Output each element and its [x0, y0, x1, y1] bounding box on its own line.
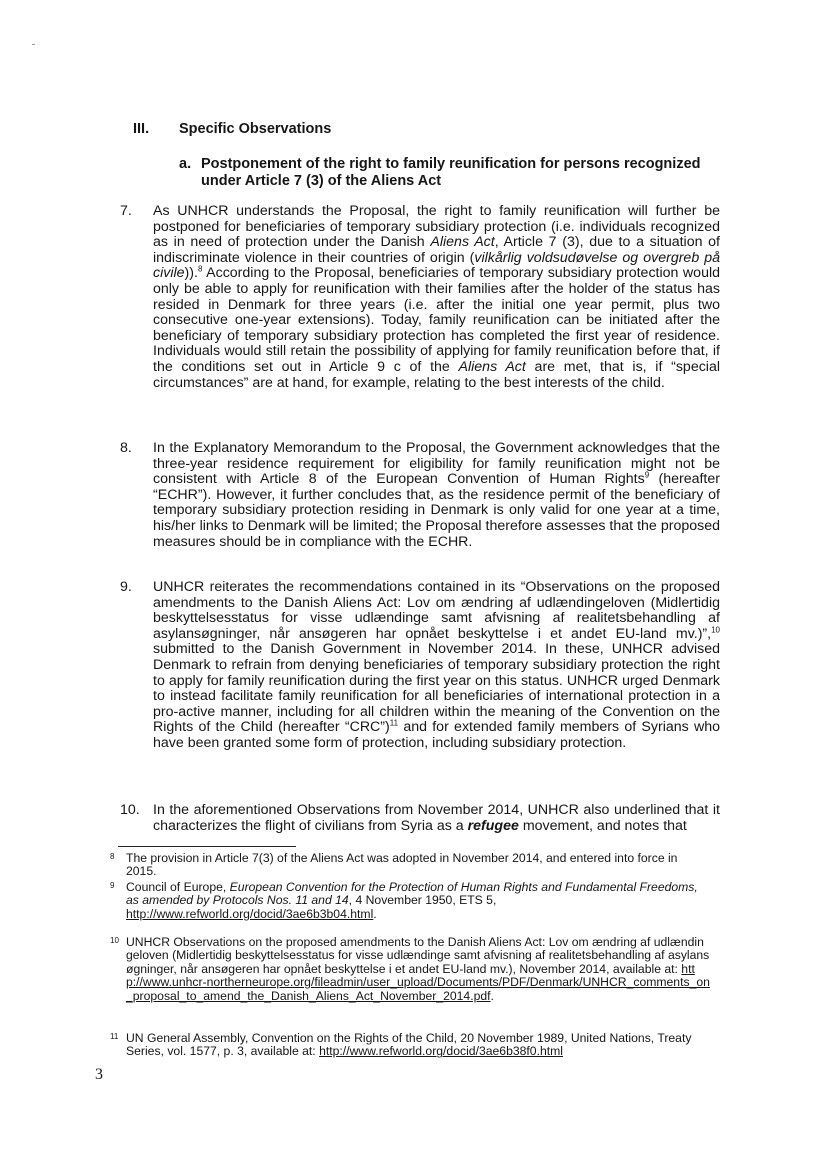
footnote-text: Council of Europe, European Convention for the Protection of Human Rights and Fundamental Freedoms, as amended by Protocols Nos. 11 and 14, 4 November 1950, ETS 5, http://www.refworld.org/docid/3ae6b3b04.html. — [126, 880, 698, 921]
footnote-ref: 8 — [197, 264, 203, 274]
paragraph-text: In the Explanatory Memorandum to the Proposal, the Government acknowledges that the three-year residence requirement for eligibility for family reunification might not be consistent with Article 8 of the European Convention of Human Rights$^9$ (hereafter “ECHR”). However, it further concludes that, as the residence permit of the beneficiary of temporary subsidiary protection residing in Denmark is only valid for one year at a time, his/her links to Denmark will be limited; the Proposal therefore assesses that the proposed measures should be in compliance with the ECHR. — [153, 440, 720, 550]
subsection-title: Postponement of the right to family reunification for persons recognized under Article 7 (3) of the Aliens Act — [201, 156, 701, 189]
footnote-number: 10 — [110, 936, 119, 945]
footnote-ref: 11 — [389, 718, 399, 728]
paragraph-9 — [120, 580, 720, 752]
footnote-ref: 9 — [644, 470, 650, 480]
paragraph-7 — [120, 204, 720, 391]
footnote-8 — [110, 852, 710, 879]
footnote-number: 11 — [110, 1032, 119, 1041]
footnote-ref: 10 — [711, 625, 720, 635]
section-title: Specific Observations — [179, 121, 332, 137]
scan-artifact — [32, 44, 35, 45]
footnote-text: The provision in Article 7(3) of the Aliens Act was adopted in November 2014, and entered into force in 2015. — [126, 851, 678, 879]
paragraph-number: 10. — [120, 802, 140, 818]
footnote-text: UN General Assembly, Convention on the Rights of the Child, 20 November 1989, United Nations, Treaty Series, vol. 1577, p. 3, available at: http://www.refworld.org/docid/3ae6b38f0.html — [126, 1031, 692, 1059]
section-number: III. — [133, 121, 150, 137]
paragraph-10 — [120, 803, 720, 834]
footnote-number: 9 — [110, 881, 115, 890]
subsection-heading — [179, 156, 724, 190]
paragraph-number: 8. — [120, 440, 132, 456]
footnote-link[interactable]: http://www.refworld.org/docid/3ae6b38f0.html — [319, 1044, 563, 1059]
footnote-link[interactable]: http://www.refworld.org/docid/3ae6b3b04.html — [126, 906, 374, 921]
footnote-link[interactable]: http://www.unhcr-northerneurope.org/fileadmin/user_upload/Documents/PDF/Denmark/UNHCR_comments_on_proposal_to_amend_the_Danish_Aliens_Act_November_2014.pdf — [126, 961, 710, 1003]
paragraph-8 — [120, 441, 720, 550]
subsection-letter: a. — [179, 156, 192, 172]
section-heading — [133, 121, 331, 137]
page-number: 3 — [95, 1066, 103, 1083]
paragraph-number: 7. — [120, 203, 132, 219]
paragraph-text: UNHCR reiterates the recommendations contained in its “Observations on the proposed amendments to the Danish Aliens Act: Lov om ændring af udlændingeloven (Midlertidig beskyttelsesstatus for visse udlændinge samt afvisning af realitetsbehandling af asylansøgninger, når ansøgeren har opnået beskyttelse i et andet EU-land mv.)”,$^{10}$ submitted to the Danish Government in November 2014. In these, UNHCR advised Denmark to refrain from denying beneficiaries of temporary subsidiary protection the right to apply for family reunification during the first year on this status. UNHCR urged Denmark to instead facilitate family reunification for all beneficiaries of international protection in a pro-active manner, including for all children within the meaning of the Convention on the Rights of the Child (hereafter “CRC”)$^{11}$ and for extended family members of Syrians who have been granted some form of protection, including subsidiary protection. — [153, 579, 721, 751]
paragraph-text: In the aforementioned Observations from November 2014, UNHCR also underlined that it characterizes the flight of civilians from Syria as a refugee movement, and notes that — [153, 802, 720, 834]
footnote-10 — [110, 936, 710, 1003]
footnote-text: UNHCR Observations on the proposed amendments to the Danish Aliens Act: Lov om ændring af udlændingeloven (Midlertidig beskyttelsesstatus for visse udlændinge samt afvisning af realitetsbehandling af asylansøgninger, når ansøgeren har opnået beskyttelse i et andet EU-land mv.), November 2014, available at: http://www.unhcr-northerneurope.org/fileadmin/user_upload/Documents/PDF/Denmark/UNHCR_comments_on_proposal_to_amend_the_Danish_Aliens_Act_November_2014.pdf. — [126, 935, 710, 1003]
paragraph-text: As UNHCR understands the Proposal, the right to family reunification will further be postponed for beneficiaries of temporary subsidiary protection (i.e. individuals recognized as in need of protection under the Danish Aliens Act, Article 7 (3), due to a situation of indiscriminate violence in their countries of origin (vilkårlig voldsudøvelse og overgreb på civile)).$^8$ According to the Proposal, beneficiaries of temporary subsidiary protection would only be able to apply for reunification with their families after the holder of the status has resided in Denmark for three years (i.e. after the initial one year permit, plus two consecutive one-year extensions). Today, family reunification can be initiated after the beneficiary of temporary subsidiary protection has completed the first year of residence. Individuals would still retain the possibility of applying for family reunification before that, if the conditions set out in Article 9 c of the Aliens Act are met, that is, if “special circumstances” are at hand, for example, relating to the best interests of the child. — [153, 203, 721, 391]
paragraph-number: 9. — [120, 579, 132, 595]
footnote-number: 8 — [110, 852, 115, 861]
footnote-9 — [110, 881, 710, 921]
footnote-11 — [110, 1032, 710, 1059]
footnote-separator — [118, 846, 296, 847]
